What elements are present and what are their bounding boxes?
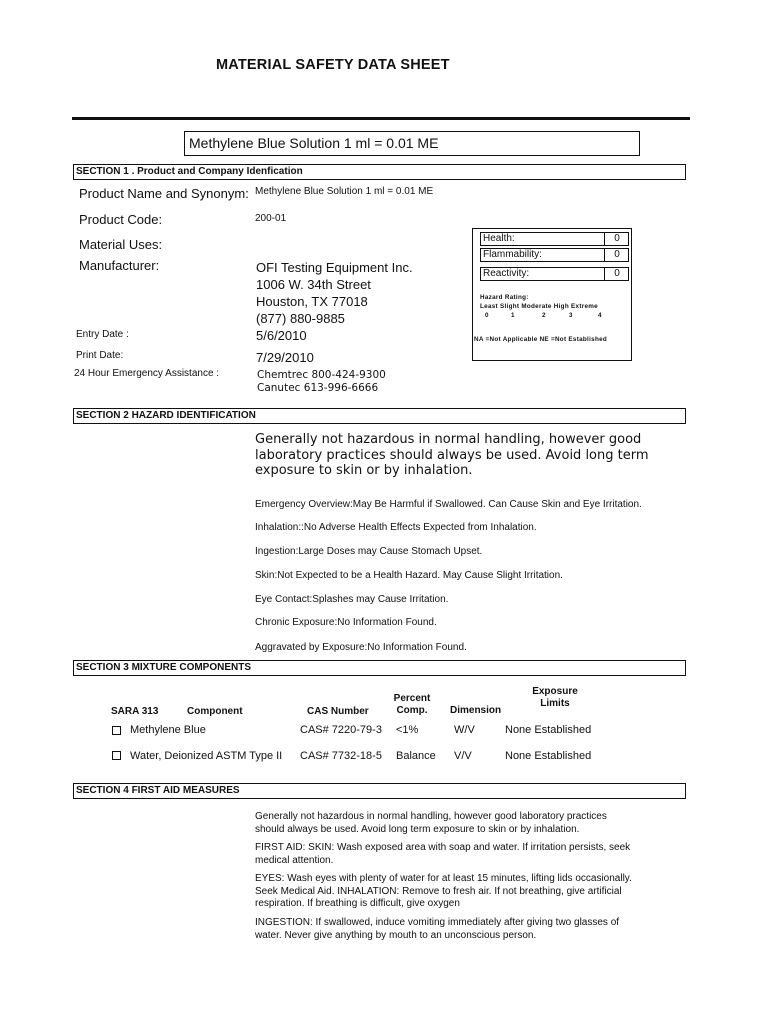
column-header-percent: Percent Comp. [393, 693, 431, 716]
hazard-label: Health: [483, 233, 515, 244]
title-divider [72, 117, 690, 120]
manufacturer-label: Manufacturer: [79, 258, 160, 273]
hazard-value: 0 [604, 249, 629, 261]
hazard-row-health [480, 232, 629, 246]
percent-comp: <1% [396, 724, 419, 736]
component-name: Water, Deionized ASTM Type II [130, 750, 283, 762]
hazard-item: Ingestion:Large Doses may Cause Stomach Upset. [255, 546, 483, 557]
column-header-exposure: Exposure Limits [532, 686, 578, 709]
product-code-value: 200-01 [255, 213, 287, 224]
hazard-row-reactivity [480, 267, 629, 281]
hazard-row-flammability [480, 248, 629, 262]
hazard-rating-number: 2 [542, 312, 546, 319]
hazard-rating-title: Hazard Rating: [480, 294, 529, 301]
hazard-item: Eye Contact:Splashes may Cause Irritation. [255, 594, 449, 605]
product-code-label: Product Code: [79, 212, 163, 227]
column-header-dimension: Dimension [450, 705, 502, 716]
dimension: V/V [454, 750, 472, 762]
entry-date-value: 5/6/2010 [256, 328, 307, 343]
hazard-label: Flammability: [483, 249, 542, 260]
section-3-heading: SECTION 3 MIXTURE COMPONENTS [73, 660, 686, 676]
hazard-rating-number: 3 [569, 312, 573, 319]
entry-date-label: Entry Date : [76, 329, 129, 340]
emergency-line: Canutec 613-996-6666 [257, 382, 379, 394]
hazard-rating-number: 0 [485, 312, 489, 319]
document-title: MATERIAL SAFETY DATA SHEET [216, 57, 450, 73]
exposure-limits: None Established [505, 724, 592, 736]
emergency-line: Chemtrec 800-424-9300 [257, 369, 386, 381]
hazard-item: Inhalation::No Adverse Health Effects Expected from Inhalation. [255, 522, 537, 533]
manufacturer-line: 1006 W. 34th Street [256, 277, 371, 292]
manufacturer-line: Houston, TX 77018 [256, 294, 368, 309]
print-date-value: 7/29/2010 [256, 350, 314, 365]
emergency-contacts [257, 369, 386, 395]
section-4-heading: SECTION 4 FIRST AID MEASURES [73, 783, 686, 799]
hazard-item: Chronic Exposure:No Information Found. [255, 617, 437, 628]
cas-number: CAS# 7732-18-5 [300, 750, 382, 762]
hazard-rating-number: 4 [598, 312, 602, 319]
hazard-rating-number: 1 [511, 312, 515, 319]
exposure-limits: None Established [505, 750, 592, 762]
print-date-label: Print Date: [76, 350, 124, 361]
product-name-box: Methylene Blue Solution 1 ml = 0.01 ME [184, 131, 640, 156]
hazard-item: Aggravated by Exposure:No Information Found. [255, 642, 467, 653]
first-aid-paragraph: EYES: Wash eyes with plenty of water for at least 15 minutes, lifting lids occasionally. Seek Medical Aid. INHALATION: Remove to fresh air. If not breathing, give artificial respiration. If breathing is difficult, give oxygen [255, 873, 632, 909]
sara-checkbox[interactable] [112, 751, 121, 760]
manufacturer-line: (877) 880-9885 [256, 311, 345, 326]
hazard-intro: Generally not hazardous in normal handling, however good laboratory practices should always be used. Avoid long term exposure to skin or by inhalation. [255, 432, 649, 478]
emergency-label: 24 Hour Emergency Assistance : [74, 368, 220, 379]
column-header-sara: SARA 313 [111, 706, 159, 717]
product-name-label: Product Name and Synonym: [79, 186, 249, 201]
component-name: Methylene Blue [130, 724, 206, 736]
first-aid-paragraph: Generally not hazardous in normal handling, however good laboratory practices should always be used. Avoid long term exposure to skin or by inhalation. [255, 811, 607, 835]
section-2-heading: SECTION 2 HAZARD IDENTIFICATION [73, 408, 686, 424]
hazard-value: 0 [604, 268, 629, 280]
dimension: W/V [454, 724, 475, 736]
cas-number: CAS# 7220-79-3 [300, 724, 382, 736]
column-header-component: Component [187, 706, 243, 717]
column-header-cas: CAS Number [307, 706, 369, 717]
manufacturer-line: OFI Testing Equipment Inc. [256, 260, 413, 275]
hazard-rating-scale: Least Slight Moderate High Extreme [480, 303, 598, 310]
section-1-heading: SECTION 1 . Product and Company Idenfication [73, 164, 686, 180]
first-aid-paragraph: FIRST AID: SKIN: Wash exposed area with soap and water. If irritation persists, seek medical attention. [255, 842, 631, 866]
percent-comp: Balance [396, 750, 436, 762]
hazard-item: Emergency Overview:May Be Harmful if Swallowed. Can Cause Skin and Eye Irritation. [255, 499, 642, 510]
hazard-label: Reactivity: [483, 268, 530, 279]
material-uses-label: Material Uses: [79, 237, 163, 252]
hazard-item: Skin:Not Expected to be a Health Hazard. May Cause Slight Irritation. [255, 570, 563, 581]
hazard-legend: NA =Not Applicable NE =Not Established [474, 336, 608, 343]
product-name-value: Methylene Blue Solution 1 ml = 0.01 ME [255, 186, 434, 197]
sara-checkbox[interactable] [112, 726, 121, 735]
first-aid-paragraph: INGESTION: If swallowed, induce vomiting immediately after giving two glasses of water. Never give anything by mouth to an unconscious person. [255, 917, 620, 941]
manufacturer-address [256, 259, 413, 327]
hazard-value: 0 [604, 233, 629, 245]
